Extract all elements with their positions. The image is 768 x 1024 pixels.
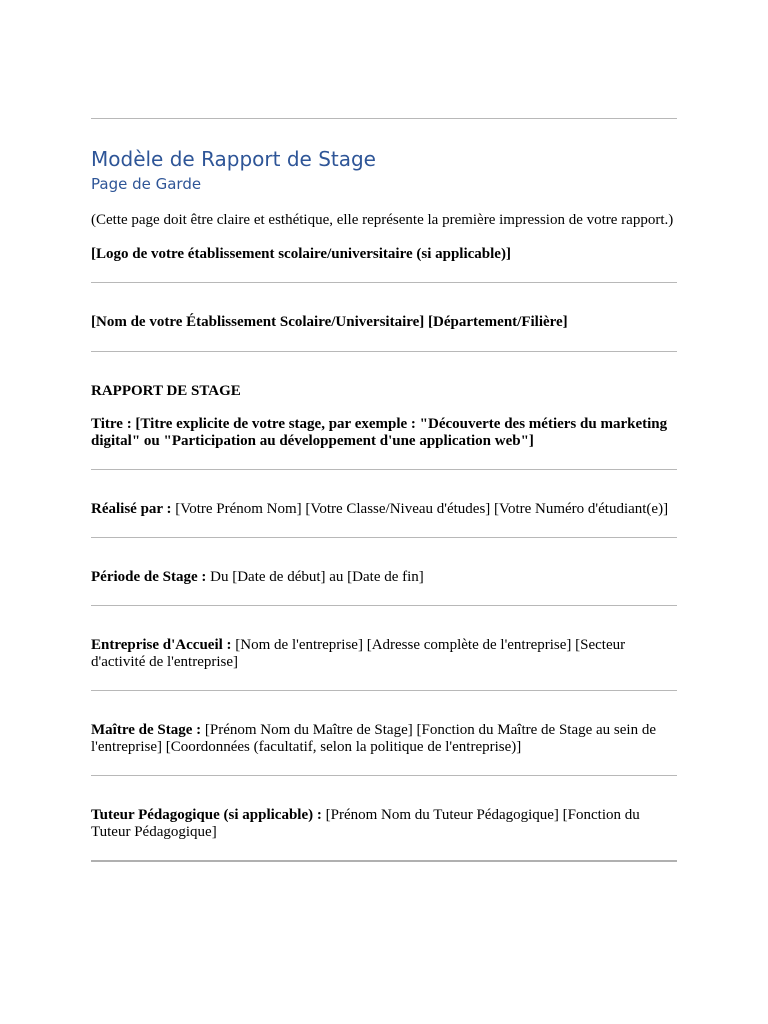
document-page [91, 118, 677, 862]
tuteur-label: Tuteur Pédagogique (si applicable) : [91, 807, 322, 823]
document-subtitle: Page de Garde [91, 175, 202, 193]
realise-paragraph [91, 501, 677, 518]
periode-section [91, 538, 677, 605]
realise-section [91, 470, 677, 537]
top-divider [91, 118, 677, 119]
document-title: Modèle de Rapport de Stage [91, 147, 376, 171]
maitre-value: [Prénom Nom du Maître de Stage] [Fonction du Maître de Stage au sein de l'entreprise] [Coordonnées (facultatif, selon la politique de l'entreprise)] [91, 722, 657, 755]
tuteur-value: [Prénom Nom du Tuteur Pédagogique] [Fonction du Tuteur Pédagogique] [91, 807, 640, 840]
tuteur-section [91, 776, 677, 860]
report-title: Titre : [Titre explicite de votre stage, par exemple : "Découverte des métiers du marketing digital" ou "Participation au développement d'une application web"] [91, 416, 668, 449]
intro-paragraph: (Cette page doit être claire et esthétique, elle représente la première impression de votre rapport.) [91, 212, 674, 228]
maitre-section [91, 691, 677, 775]
entreprise-section [91, 606, 677, 690]
entreprise-value: [Nom de l'entreprise] [Adresse complète de l'entreprise] [Secteur d'activité de l'entreprise] [91, 637, 626, 670]
logo-placeholder: [Logo de votre établissement scolaire/universitaire (si applicable)] [91, 246, 511, 262]
periode-paragraph [91, 569, 677, 586]
periode-value: Du [Date de début] au [Date de fin] [206, 569, 424, 585]
bottom-divider [91, 860, 677, 862]
periode-label: Période de Stage : [91, 569, 207, 585]
institution-section [91, 283, 677, 351]
institution-text: [Nom de votre Établissement Scolaire/Universitaire] [Département/Filière] [91, 314, 568, 330]
entreprise-label: Entreprise d'Accueil : [91, 637, 232, 653]
report-heading: RAPPORT DE STAGE [91, 383, 241, 399]
entreprise-paragraph [91, 637, 677, 671]
realise-label: Réalisé par : [91, 501, 172, 517]
maitre-label: Maître de Stage : [91, 722, 202, 738]
maitre-paragraph [91, 722, 677, 756]
tuteur-paragraph [91, 807, 677, 841]
realise-value: [Votre Prénom Nom] [Votre Classe/Niveau d'études] [Votre Numéro d'étudiant(e)] [171, 501, 669, 517]
report-section [91, 352, 677, 469]
